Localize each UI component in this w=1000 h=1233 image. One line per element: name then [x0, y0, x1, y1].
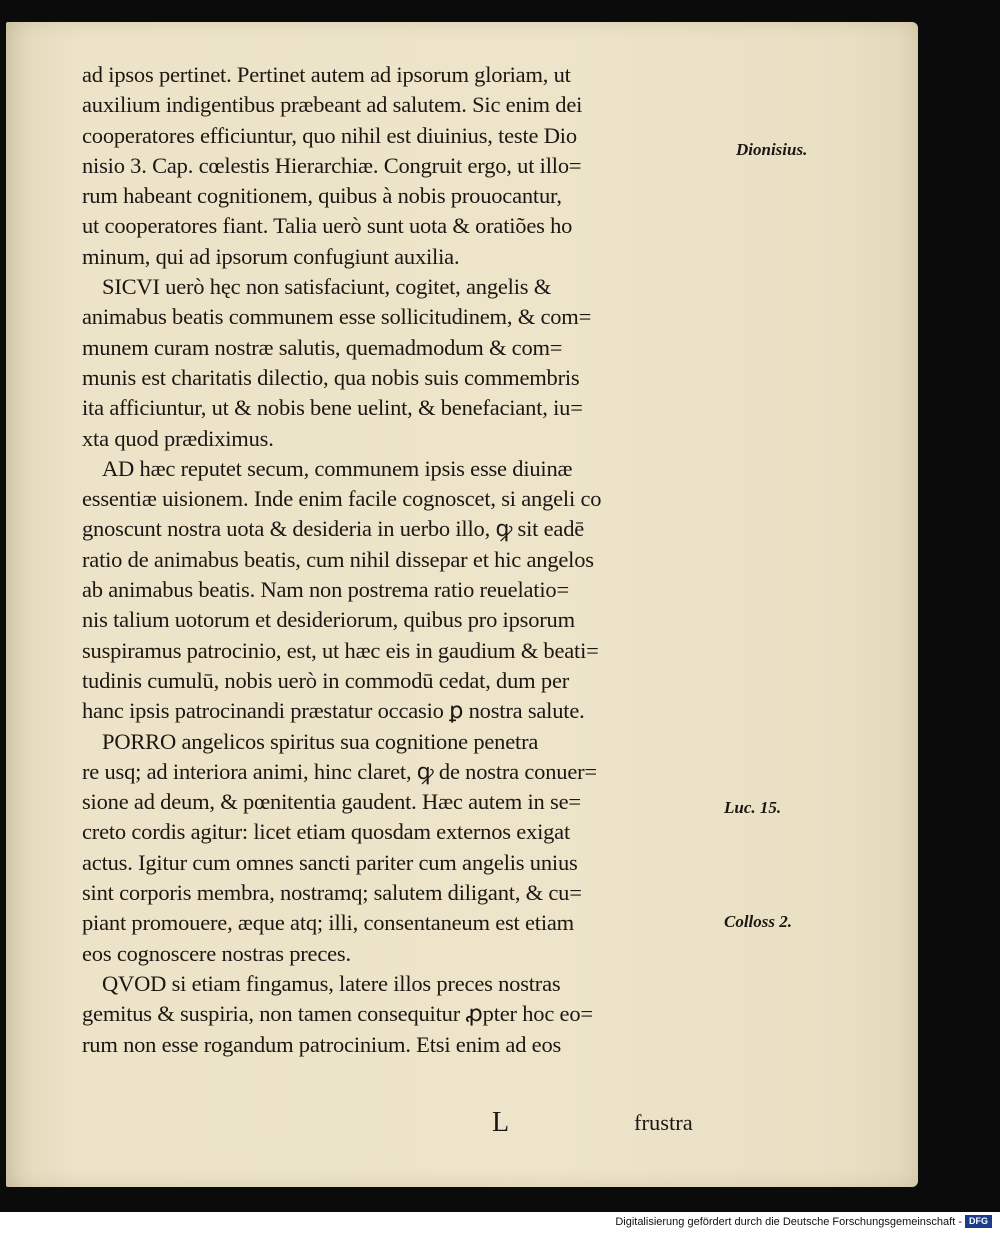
text-line: ita afficiuntur, ut & nobis bene uelint, & benefaciant, iu= [82, 395, 583, 421]
text-line: ratio de animabus beatis, cum nihil dissepar et hic angelos [82, 546, 594, 572]
marginal-note-dionisius: Dionisius. [736, 140, 808, 159]
text-line: gnoscunt nostra uota & desideria in uerbo illo, ꝙ sit eadē [82, 516, 585, 542]
text-line: ab animabus beatis. Nam non postrema ratio reuelatio= [82, 577, 569, 603]
text-line: AD hæc reputet secum, communem ipsis esse diuinæ [102, 455, 573, 481]
text-line: hanc ipsis patrocinandi præstatur occasio ꝑ nostra salute. [82, 698, 585, 724]
funding-credit: Digitalisierung gefördert durch die Deutsche Forschungsgemeinschaft - [615, 1216, 962, 1228]
text-line: SICVI uerò hęc non satisfaciunt, cogitet, angelis & [102, 274, 552, 300]
text-line: suspiramus patrocinio, est, ut hæc eis in gaudium & beati= [82, 637, 599, 663]
signature-mark: L [492, 1107, 510, 1138]
book-page [6, 22, 918, 1187]
text-line: tudinis cumulū, nobis uerò in commodū cedat, dum per [82, 667, 570, 693]
text-line: cooperatores efficiuntur, quo nihil est diuinius, teste Dio [82, 122, 577, 148]
text-line: auxilium indigentibus præbeant ad salutem. Sic enim dei [82, 92, 583, 118]
text-line: piant promouere, æque atq; illi, consentaneum est etiam [82, 910, 574, 936]
text-line: ad ipsos pertinet. Pertinet autem ad ipsorum gloriam, ut [82, 62, 571, 87]
text-line: eos cognoscere nostras preces. [82, 940, 351, 966]
text-line: PORRO angelicos spiritus sua cognitione penetra [102, 728, 539, 754]
text-line: rum habeant cognitionem, quibus à nobis prouocantur, [82, 183, 562, 209]
text-line: xta quod prædiximus. [82, 425, 274, 451]
text-line: nis talium uotorum et desideriorum, quibus pro ipsorum [82, 607, 575, 633]
text-line: actus. Igitur cum omnes sancti pariter cum angelis unius [82, 849, 578, 875]
text-line: munem curam nostræ salutis, quemadmodum & com= [82, 334, 563, 360]
text-line: nisio 3. Cap. cœlestis Hierarchiæ. Congruit ergo, ut illo= [82, 152, 582, 178]
text-line: animabus beatis communem esse sollicitudinem, & com= [82, 304, 592, 330]
text-line: sint corporis membra, nostramq; salutem diligant, & cu= [82, 880, 582, 906]
text-line: QVOD si etiam fingamus, latere illos preces nostras [102, 970, 561, 996]
dfg-logo: DFG [965, 1215, 992, 1228]
text-line: re usq; ad interiora animi, hinc claret, ꝙ de nostra conuer= [82, 758, 597, 784]
text-line: ut cooperatores fiant. Talia uerò sunt uota & oratiões ho [82, 213, 573, 239]
text-line: rum non esse rogandum patrocinium. Etsi enim ad eos [82, 1031, 562, 1057]
main-text-block [82, 60, 742, 1060]
text-line: minum, qui ad ipsorum confugiunt auxilia. [82, 243, 460, 269]
marginal-note-luc: Luc. 15. [724, 798, 782, 817]
text-line: sione ad deum, & pœnitentia gaudent. Hæc autem in se= [82, 789, 581, 815]
text-line: gemitus & suspiria, non tamen consequitur ꝓpter hoc eo= [82, 1001, 593, 1027]
text-line: munis est charitatis dilectio, qua nobis suis commembris [82, 364, 580, 390]
catchword: frustra [634, 1110, 693, 1135]
marginal-note-coloss: Colloss 2. [724, 912, 793, 931]
text-line: creto cordis agitur: licet etiam quosdam externos exigat [82, 819, 571, 845]
text-line: essentiæ uisionem. Inde enim facile cognoscet, si angeli co [82, 486, 602, 512]
